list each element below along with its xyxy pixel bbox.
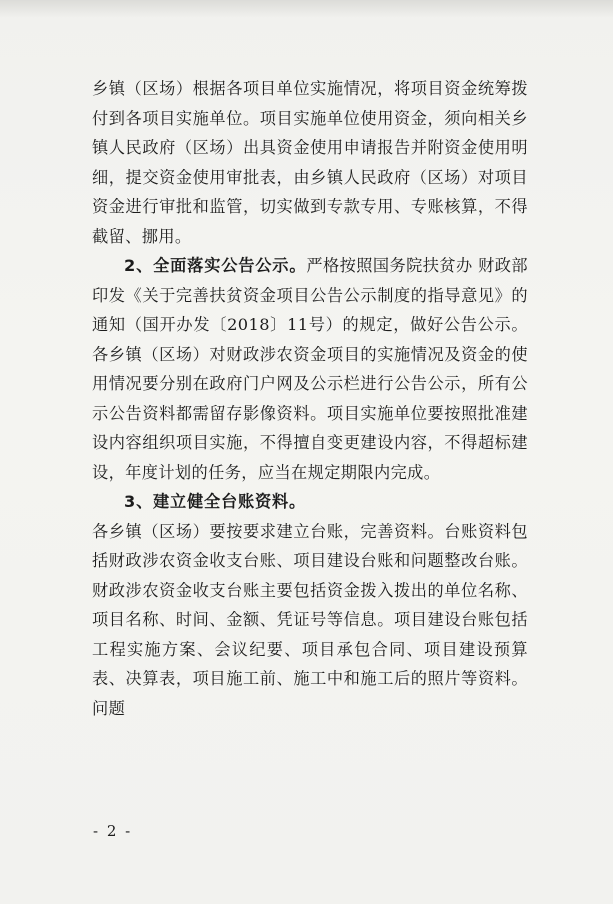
- section-3-heading: 3、建立健全台账资料。: [124, 492, 306, 511]
- section-2-heading: 2、全面落实公告公示。: [124, 256, 307, 275]
- section-2-text: 严格按照国务院扶贫办 财政部印发《关于完善扶贫资金项目公告公示制度的指导意见》的通知（国开办发〔2018〕11号）的规定，做好公告公示。各乡镇（区场）对财政涉农资金项目的实施情况及资金的使用情况要分别在政府门户网及公示栏进行公告公示，所有公示公告资料都需留存影像资料。项目实施单位要按照批准建设内容组织项目实施，不得擅自变更建设内容，不得超标建设，年度计划的任务，应当在规定期限内完成。: [92, 256, 528, 482]
- scan-shadow: [0, 0, 613, 18]
- document-body: [92, 74, 528, 723]
- paragraph-1: 乡镇（区场）根据各项目单位实施情况，将项目资金统筹拨付到各项目实施单位。项目实施单位使用资金，须向相关乡镇人民政府（区场）出具资金使用申请报告并附资金使用明细，提交资金使用审批表，由乡镇人民政府（区场）对项目资金进行审批和监管，切实做到专款专用、专账核算，不得截留、挪用。: [92, 79, 528, 246]
- page-number: - 2 -: [93, 822, 133, 840]
- section-3-text: 各乡镇（区场）要按要求建立台账，完善资料。台账资料包括财政涉农资金收支台账、项目建设台账和问题整改台账。财政涉农资金收支台账主要包括资金拨入拨出的单位名称、项目名称、时间、金额、凭证号等信息。项目建设台账包括工程实施方案、会议纪要、项目承包合同、项目建设预算表、决算表，项目施工前、施工中和施工后的照片等资料。问题: [92, 521, 528, 718]
- section-2-paragraph: [92, 251, 528, 487]
- section-3-heading-line: [92, 487, 528, 517]
